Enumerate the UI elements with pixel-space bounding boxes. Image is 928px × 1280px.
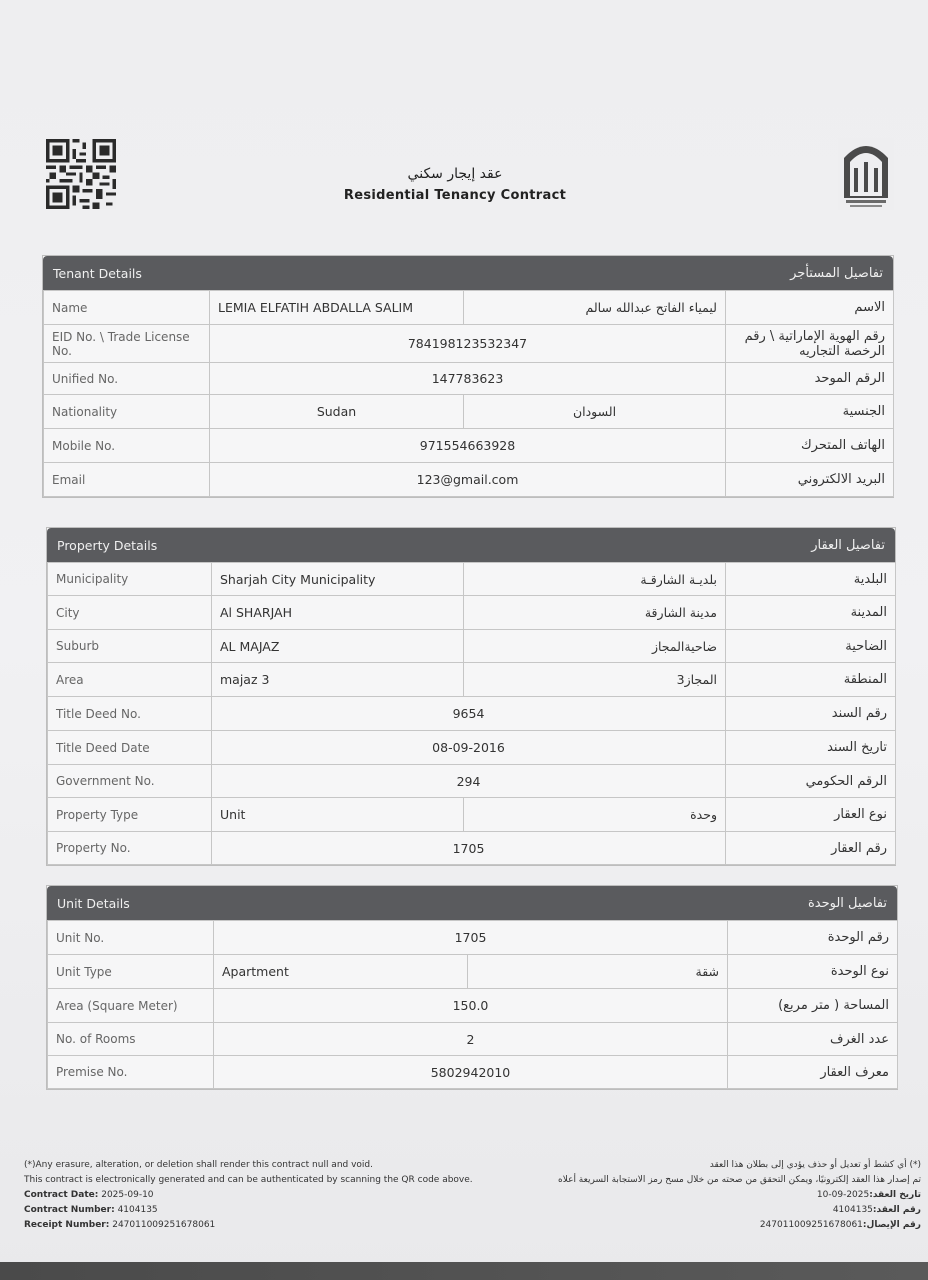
row-label-en: Unit No. — [48, 921, 214, 955]
row-label-ar: تاريخ السند — [726, 731, 896, 765]
row-value: 150.0 — [214, 989, 728, 1023]
unit-details-header — [47, 886, 897, 920]
row-value-ar: شقة — [468, 955, 728, 989]
row-label-ar: الاسم — [726, 291, 894, 325]
table-row — [48, 697, 896, 731]
section-title-ar: تفاصيل المستأجر — [790, 265, 883, 281]
footer-value: 4104135 — [832, 1205, 873, 1215]
row-value: 147783623 — [210, 363, 726, 395]
row-value-en: Sudan — [210, 395, 464, 429]
row-label-en: Title Deed Date — [48, 731, 212, 765]
row-label-en: Nationality — [44, 395, 210, 429]
municipality-logo-icon — [838, 138, 894, 210]
row-value: 294 — [212, 765, 726, 798]
table-row — [48, 563, 896, 596]
row-value: 1705 — [214, 921, 728, 955]
row-label-ar: الجنسية — [726, 395, 894, 429]
tenant-details-header — [43, 256, 893, 290]
row-value-ar: ضاحيةالمجاز — [464, 630, 726, 663]
unit-table — [47, 920, 898, 1089]
row-value-ar: مدينة الشارقة — [464, 596, 726, 630]
row-label-ar: الرقم الحكومي — [726, 765, 896, 798]
row-value-en: Apartment — [214, 955, 468, 989]
table-row — [48, 765, 896, 798]
footer-label: رقم العقد: — [872, 1205, 921, 1215]
table-row — [48, 955, 898, 989]
row-value: 5802942010 — [214, 1056, 728, 1089]
row-label-en: Municipality — [48, 563, 212, 596]
row-value: 784198123532347 — [210, 325, 726, 363]
footer-english — [24, 1158, 474, 1233]
footer-arabic — [505, 1158, 921, 1233]
footer-value: 4104135 — [117, 1205, 158, 1215]
row-label-en: Mobile No. — [44, 429, 210, 463]
row-value-ar: وحدة — [464, 798, 726, 832]
footer-contract-date-ar — [505, 1188, 921, 1203]
title-english: Residential Tenancy Contract — [343, 188, 567, 203]
footer-authentication-note-ar: تم إصدار هذا العقد إلكترونيًا، ويمكن التحقق من صحته من خلال مسح رمز الاستجابة السريعة أعلاه — [557, 1175, 921, 1185]
row-label-en: Area (Square Meter) — [48, 989, 214, 1023]
row-label-ar: رقم العقار — [726, 832, 896, 865]
row-label-ar: المدينة — [726, 596, 896, 630]
property-table — [47, 562, 896, 865]
section-title-en: Property Details — [57, 537, 158, 553]
title-arabic: عقد إيجار سكني — [407, 166, 503, 182]
footer-authentication-note: This contract is electronically generated and can be authenticated by scanning the QR code above. — [24, 1175, 473, 1185]
row-label-ar: البلدية — [726, 563, 896, 596]
row-value-en: LEMIA ELFATIH ABDALLA SALIM — [210, 291, 464, 325]
table-row — [48, 832, 896, 865]
row-label-ar: رقم السند — [726, 697, 896, 731]
row-value-en: AL MAJAZ — [212, 630, 464, 663]
row-label-en: Unit Type — [48, 955, 214, 989]
row-label-ar: نوع العقار — [726, 798, 896, 832]
table-row — [44, 463, 894, 497]
row-label-en: Suburb — [48, 630, 212, 663]
row-label-ar: عدد الغرف — [728, 1023, 898, 1056]
row-label-en: Government No. — [48, 765, 212, 798]
row-label-ar: الضاحية — [726, 630, 896, 663]
footer-value: 2025-09-10 — [101, 1190, 154, 1200]
row-label-en: Property No. — [48, 832, 212, 865]
row-value-ar: المجاز3 — [464, 663, 726, 697]
section-title-ar: تفاصيل العقار — [811, 537, 885, 553]
row-label-ar: نوع الوحدة — [728, 955, 898, 989]
table-row — [48, 630, 896, 663]
footer-disclaimer: (*)Any erasure, alteration, or deletion shall render this contract null and void. — [24, 1160, 374, 1170]
row-value-en: majaz 3 — [212, 663, 464, 697]
row-label-en: EID No. \ Trade License No. — [44, 325, 210, 363]
row-value-en: Sharjah City Municipality — [212, 563, 464, 596]
row-value: 2 — [214, 1023, 728, 1056]
table-row — [48, 989, 898, 1023]
row-label-en: Property Type — [48, 798, 212, 832]
row-label-en: City — [48, 596, 212, 630]
row-label-en: Unified No. — [44, 363, 210, 395]
row-label-ar: الرقم الموحد — [726, 363, 894, 395]
table-row — [44, 429, 894, 463]
table-row — [48, 921, 898, 955]
footer-label: رقم الإيصال: — [862, 1220, 921, 1230]
table-row — [48, 798, 896, 832]
row-label-ar: المنطقة — [726, 663, 896, 697]
row-value: 08-09-2016 — [212, 731, 726, 765]
footer-contract-date — [24, 1188, 474, 1203]
property-details-section — [46, 527, 896, 866]
footer-label: Receipt Number: — [24, 1220, 110, 1230]
tenant-table — [43, 290, 894, 497]
page-bottom-edge — [0, 1262, 928, 1280]
footer-value: 247011009251678061 — [759, 1220, 863, 1230]
row-value: 123@gmail.com — [210, 463, 726, 497]
footer-value: 247011009251678061 — [112, 1220, 216, 1230]
table-row — [48, 731, 896, 765]
table-row — [44, 363, 894, 395]
row-label-ar: رقم الهوية الإماراتية \ رقم الرخصة التجاريه — [726, 325, 894, 363]
table-row — [48, 596, 896, 630]
contract-title — [330, 166, 580, 203]
table-row — [44, 291, 894, 325]
row-value: 971554663928 — [210, 429, 726, 463]
qr-code — [46, 137, 116, 211]
row-value-ar: ليمياء الفاتح عبدالله سالم — [464, 291, 726, 325]
tenant-details-section — [42, 255, 894, 498]
table-row — [48, 1023, 898, 1056]
table-row — [44, 325, 894, 363]
row-value-ar: بلديـة الشارقـة — [464, 563, 726, 596]
footer-label: Contract Date: — [24, 1190, 99, 1200]
row-label-ar: البريد الالكتروني — [726, 463, 894, 497]
row-label-ar: المساحة ( متر مربع) — [728, 989, 898, 1023]
table-row — [48, 663, 896, 697]
row-label-ar: معرف العقار — [728, 1056, 898, 1089]
row-value: 9654 — [212, 697, 726, 731]
section-title-ar: تفاصيل الوحدة — [807, 895, 887, 911]
section-title-en: Unit Details — [57, 895, 130, 911]
footer-contract-number-ar — [505, 1203, 921, 1218]
row-value-ar: السودان — [464, 395, 726, 429]
row-label-en: Email — [44, 463, 210, 497]
property-details-header — [47, 528, 895, 562]
row-label-en: Area — [48, 663, 212, 697]
row-value-en: Al SHARJAH — [212, 596, 464, 630]
section-title-en: Tenant Details — [53, 265, 142, 281]
row-value-en: Unit — [212, 798, 464, 832]
row-label-ar: الهاتف المتحرك — [726, 429, 894, 463]
table-row — [48, 1056, 898, 1089]
footer-label: Contract Number: — [24, 1205, 115, 1215]
row-value: 1705 — [212, 832, 726, 865]
row-label-en: Premise No. — [48, 1056, 214, 1089]
row-label-ar: رقم الوحدة — [728, 921, 898, 955]
footer-label: تاريخ العقد: — [869, 1190, 921, 1200]
row-label-en: No. of Rooms — [48, 1023, 214, 1056]
footer-value: 2025-09-10 — [816, 1190, 870, 1200]
unit-details-section — [46, 885, 898, 1090]
footer-contract-number — [24, 1203, 474, 1218]
footer-receipt-number-ar — [505, 1218, 921, 1233]
row-label-en: Title Deed No. — [48, 697, 212, 731]
footer-receipt-number — [24, 1218, 474, 1233]
table-row — [44, 395, 894, 429]
row-label-en: Name — [44, 291, 210, 325]
footer-disclaimer-ar: (*) أي كشط أو تعديل أو حذف يؤدي إلى بطلان هذا العقد — [709, 1160, 921, 1170]
